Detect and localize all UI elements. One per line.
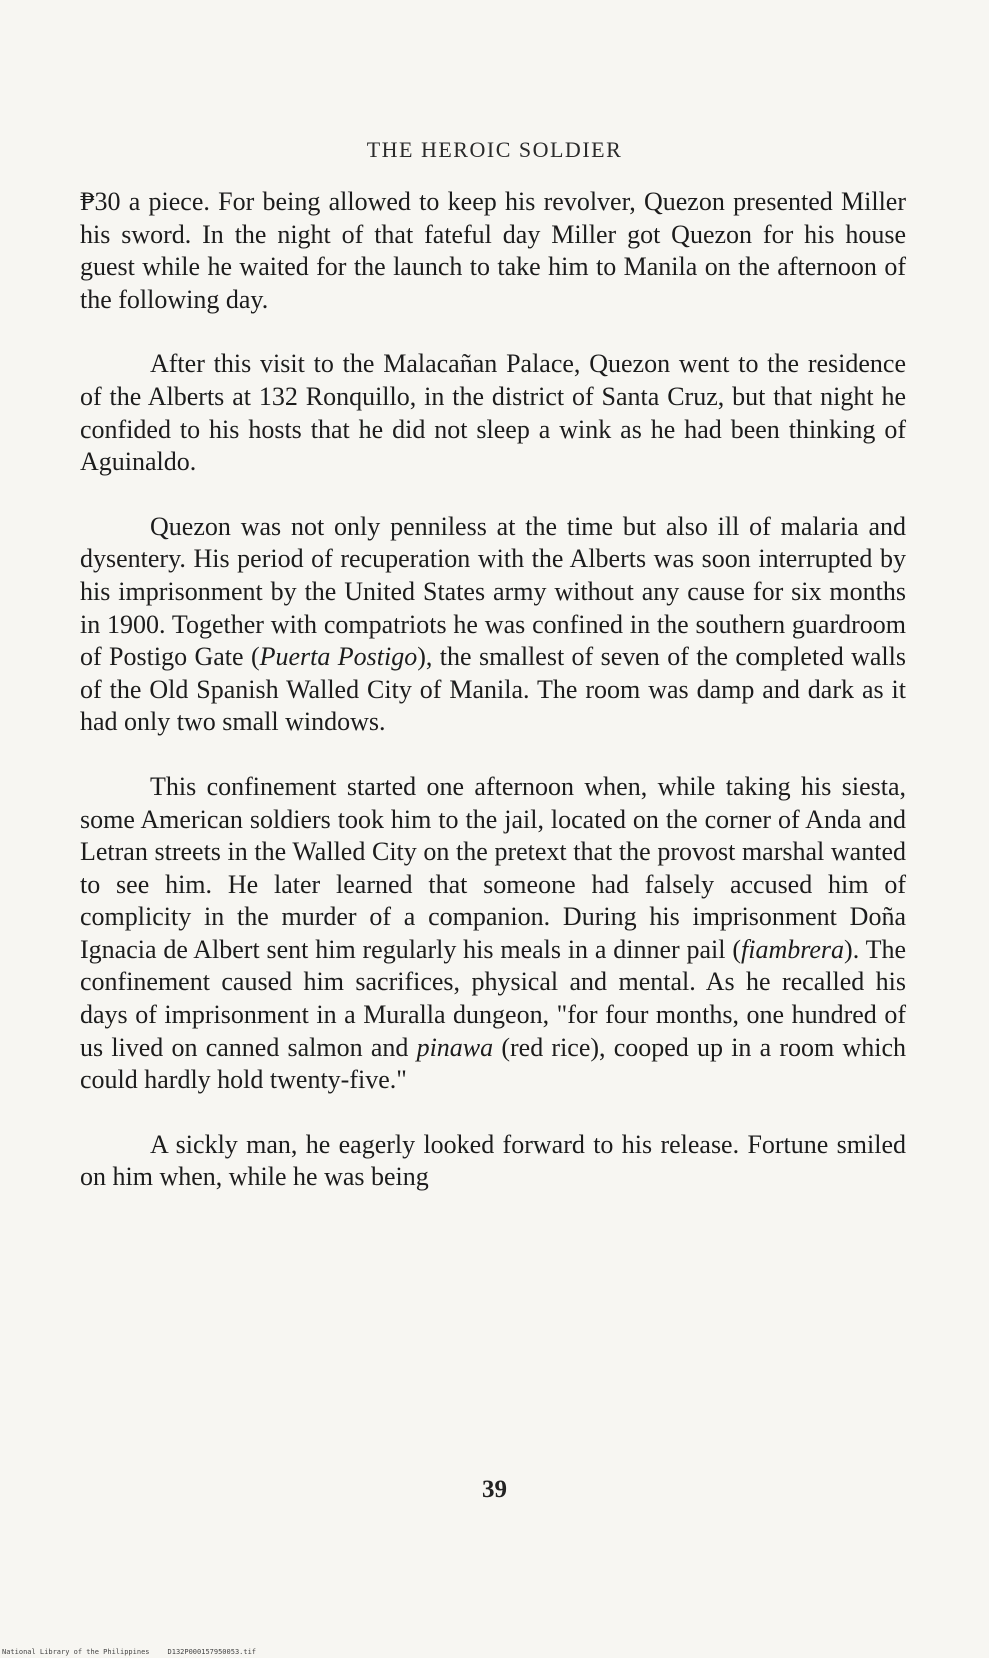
body-text [80,186,906,1194]
footer-file-id: D132P000157950053.tif [167,1648,257,1656]
paragraph-3-text-b: ), the smallest of seven of the completed walls of the Old Spanish Walled City of Manila. The room was damp and dark as it had only two small windows. [80,642,906,737]
paragraph-4-italic-term-a: fiambrera [741,934,845,964]
scan-footer [2,1648,256,1656]
paragraph-1: ₱30 a piece. For being allowed to keep his revolver, Quezon presented Miller his sword. In the night of that fateful day Miller got Quezon for his house guest while he waited for the launch to take him to Manila on the afternoon of the following day. [80,187,906,314]
paragraph-4-text-c: (red rice), cooped up in a room which could hardly hold twenty-five." [80,1032,906,1095]
paragraph-3-text-a: Quezon was not only penniless at the time but also ill of malaria and dysentery. His period of recuperation with the Alberts was soon interrupted by his imprisonment by the United States army without any cause for six months in 1900. Together with compatriots he was confined in the southern guardroom of Postigo Gate ( [80,511,906,672]
running-head: THE HEROIC SOLDIER [366,137,623,162]
paragraph-3-italic-term: Puerta Postigo [259,642,418,672]
page-number: 39 [482,1476,507,1503]
paragraph-4-text-a: This confinement started one afternoon when, while taking his siesta, some American soldiers took him to the jail, located on the corner of Anda and Letran streets in the Walled City on the pretext that the provost marshal wanted to see him. He later learned that someone had falsely accused him of complicity in the murder of a companion. During his imprisonment Doña Ignacia de Albert sent him regularly his meals in a dinner pail ( [80,771,906,964]
paragraph-5: A sickly man, he eagerly looked forward to his release. Fortune smiled on him when, while he was being [80,1129,906,1192]
paragraph-4-text-b: ). The confinement caused him sacrifices, physical and mental. As he recalled his days of imprisonment in a Muralla dungeon, "for four months, one hundred of us lived on canned salmon and [80,934,906,1062]
paragraph-4 [80,771,906,1097]
paragraph-4-italic-term-b: pinawa [416,1032,494,1062]
paragraph-2: After this visit to the Malacañan Palace, Quezon went to the residence of the Alberts at 132 Ronquillo, in the district of Santa Cruz, but that night he confided to his hosts that he did not sleep a wink as he had been thinking of Aguinaldo. [80,349,906,477]
paragraph-3 [80,511,906,739]
footer-library: National Library of the Philippines [2,1648,150,1656]
